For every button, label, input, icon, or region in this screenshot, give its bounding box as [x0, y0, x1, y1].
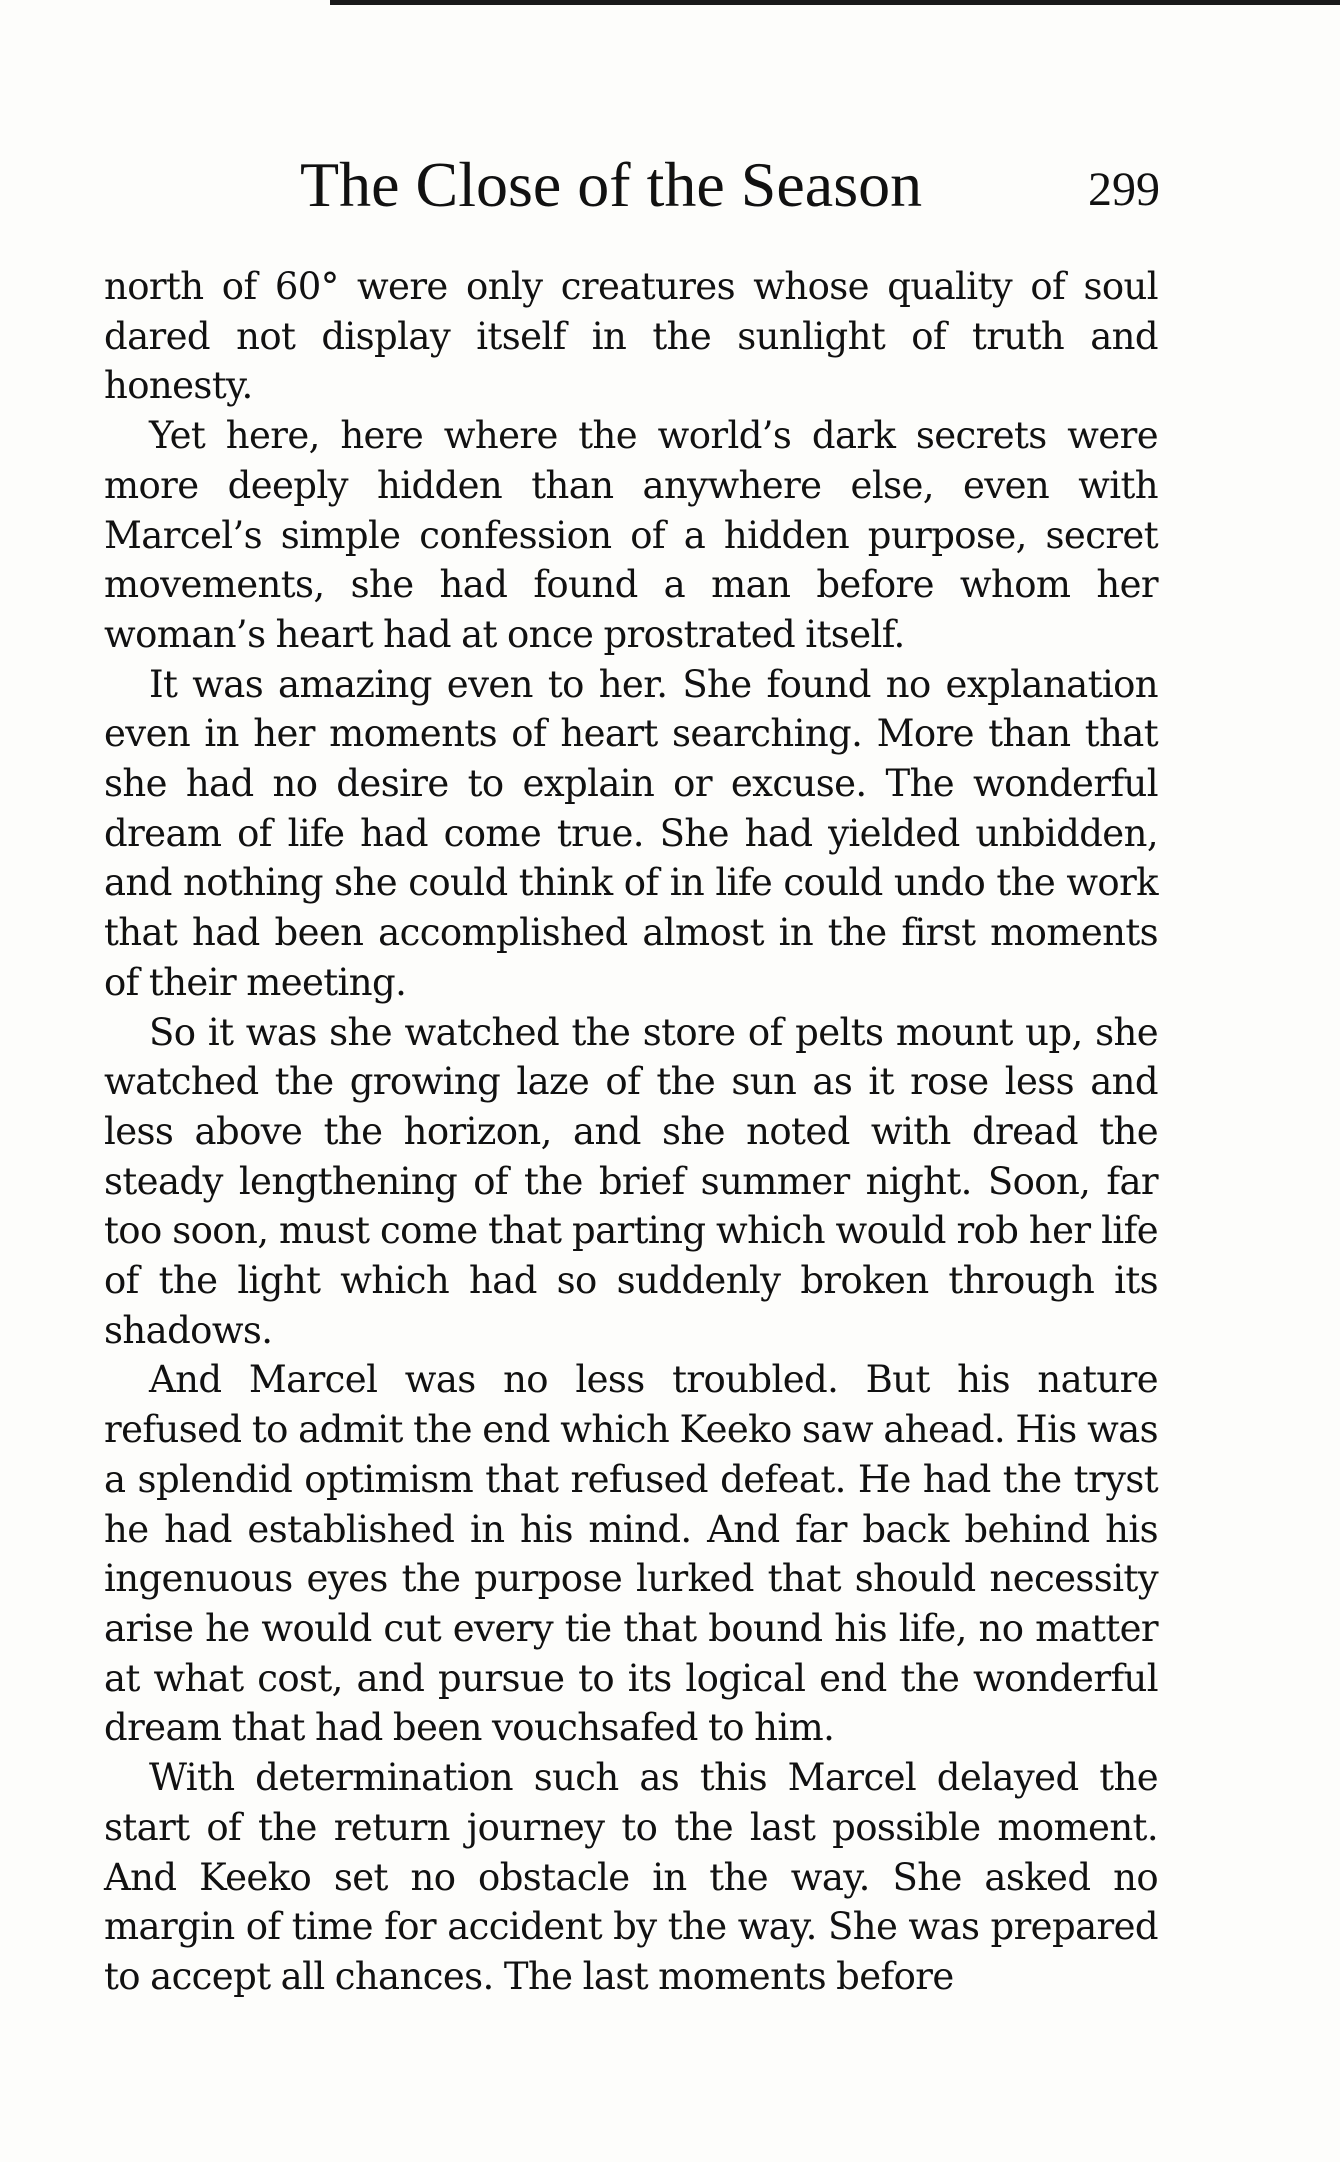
top-rule [330, 0, 1340, 5]
page-number: 299 [1088, 163, 1160, 216]
paragraph-5: And Marcel was no less troubled. But his nature refused to admit the end which Keeko saw ahead. His was a splendid optimism that refused defeat. He had the tryst he had established in his mind. And far back behind his ingenuous eyes the purpose lurked that should necessity arise he would cut every tie that bound his life, no matter at what cost, and pursue to its logical end the wonderful dream that had been vouchsafed to him. [104, 1358, 1158, 1750]
body-text [104, 262, 1158, 2002]
paragraph-4: So it was she watched the store of pelts mount up, she watched the growing laze of the sun as it rose less and less above the horizon, and she noted with dread the steady lengthening of the brief summer night. Soon, far too soon, must come that parting which would rob her life of the light which had so suddenly broken through its shadows. [104, 1010, 1158, 1352]
paragraph-1: north of 60° were only creatures whose quality of soul dared not display itself in the sunlight of truth and honesty. [104, 265, 1158, 408]
paragraph-6: With determination such as this Marcel delayed the start of the return journey to the last possible moment. And Keeko set no obstacle in the way. She asked no margin of time for accident by the way. She was prepared to accept all chances. The last moments before [104, 1756, 1158, 1998]
running-title: The Close of the Season [300, 149, 923, 220]
paragraph-2: Yet here, here where the world’s dark secrets were more deeply hidden than anywhere else, even with Marcel’s simple confession of a hidden purpose, secret movements, she had found a man before whom her woman’s heart had at once prostrated itself. [104, 414, 1158, 656]
page-header [300, 150, 1160, 230]
paragraph-3: It was amazing even to her. She found no explanation even in her moments of heart searching. More than that she had no desire to explain or excuse. The wonderful dream of life had come true. She had yielded unbidden, and nothing she could think of in life could undo the work that had been accomplished almost in the first moments of their meeting. [104, 662, 1158, 1004]
